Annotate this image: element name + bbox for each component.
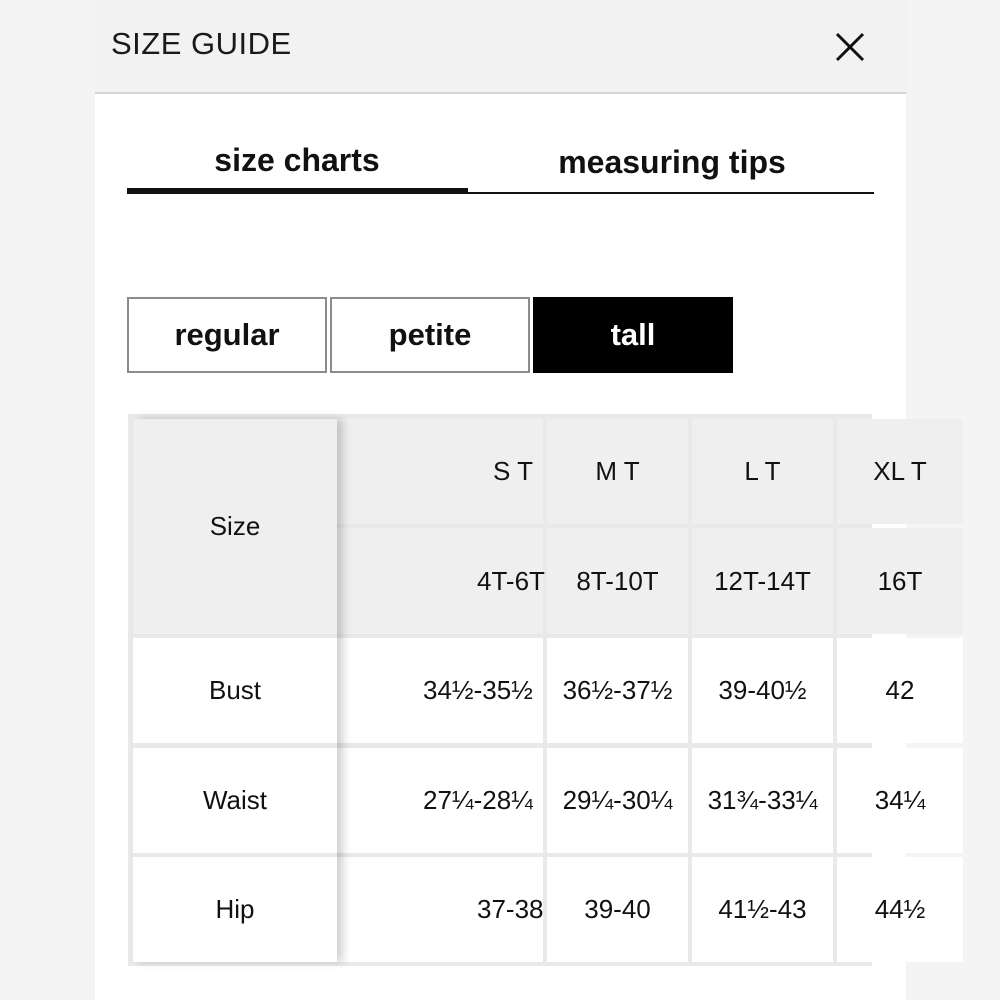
size-corner-cell: Size <box>133 419 337 634</box>
value-bust-mt: 36½-37½ <box>547 638 688 743</box>
active-tab-indicator <box>127 188 468 194</box>
size-header-lt: L T <box>692 419 833 524</box>
close-button[interactable] <box>831 28 869 66</box>
size-header-mt: M T <box>547 419 688 524</box>
sticky-label-column <box>133 419 337 962</box>
kids-size-st: 4T-6T <box>268 528 543 634</box>
value-bust-xlt: 42 <box>837 638 963 743</box>
value-hip-xlt: 44½ <box>837 857 963 962</box>
fit-petite-button[interactable]: petite <box>330 297 530 373</box>
value-waist-lt: 31¾-33¼ <box>692 748 833 853</box>
tab-measuring-tips[interactable]: measuring tips <box>558 143 786 180</box>
kids-size-lt: 12T-14T <box>692 528 833 634</box>
size-chart-table[interactable] <box>128 414 927 966</box>
modal-header <box>95 0 906 94</box>
row-label-bust: Bust <box>133 638 337 743</box>
value-waist-st: 27¼-28¼ <box>268 748 543 853</box>
value-waist-mt: 29¼-30¼ <box>547 748 688 853</box>
kids-size-xlt: 16T <box>837 528 963 634</box>
value-bust-lt: 39-40½ <box>692 638 833 743</box>
fit-tall-button[interactable]: tall <box>533 297 733 373</box>
row-label-waist: Waist <box>133 748 337 853</box>
tab-size-charts[interactable]: size charts <box>214 141 380 178</box>
size-header-st: S T <box>268 419 543 524</box>
fit-regular-button[interactable]: regular <box>127 297 327 373</box>
fit-selector <box>127 297 736 373</box>
size-header-xlt: XL T <box>837 419 963 524</box>
close-icon <box>831 28 869 66</box>
size-guide-modal <box>95 0 927 1000</box>
value-bust-st: 34½-35½ <box>268 638 543 743</box>
value-hip-st: 37-38 <box>268 857 543 962</box>
modal-title: SIZE GUIDE <box>111 26 292 61</box>
value-hip-lt: 41½-43 <box>692 857 833 962</box>
value-hip-mt: 39-40 <box>547 857 688 962</box>
row-label-hip: Hip <box>133 857 337 962</box>
value-waist-xlt: 34¼ <box>837 748 963 853</box>
tab-bar <box>127 130 874 194</box>
kids-size-mt: 8T-10T <box>547 528 688 634</box>
